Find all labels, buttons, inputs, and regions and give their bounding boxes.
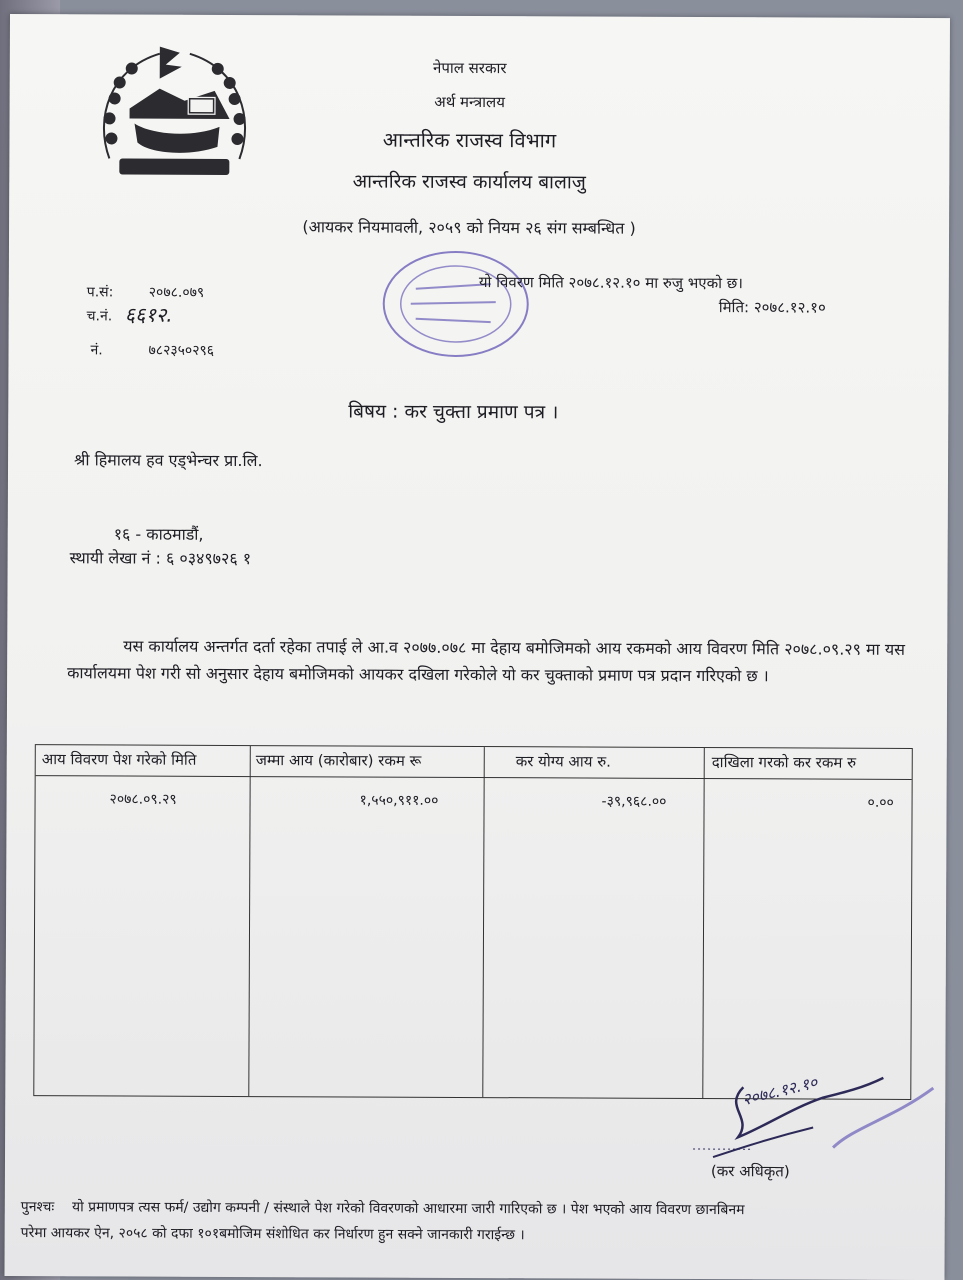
ministry-name: अर्थ मन्त्रालय — [434, 92, 506, 112]
subject-line: बिषय : कर चुक्ता प्रमाण पत्र । — [348, 400, 559, 424]
table-cell-date: २०७८.०९.२९ — [109, 791, 177, 808]
footer-text-1: यो प्रमाणपत्र त्यस फर्म/ उद्योग कम्पनी / संस्थाले पेश गरेको विवरणको आधारमा जारी गारिएको छ । पेश भएको आय विवरण छानबिनम — [71, 1199, 745, 1219]
footer-label: पुनश्चः — [20, 1199, 55, 1216]
footer-text-2: परेमा आयकर ऐन, २०५८ को दफा १०१बमोजिम संशोधित कर निर्धारण हुन सक्ने जानकारी गराईन्छ । — [20, 1225, 525, 1244]
chn-value: ६६१२. — [124, 302, 173, 327]
table-header-cell: आय विवरण पेश गरेको मिति — [41, 750, 197, 769]
n-label: नं. — [90, 342, 103, 359]
recipient-address: १६ - काठमाडौं, — [113, 524, 204, 544]
n-value: ७८२३५०२९६ — [148, 342, 215, 359]
ps-value: २०७८.०७९ — [148, 284, 205, 301]
issue-date: मिति: २०७८.१२.१० — [718, 298, 826, 317]
recipient-pan: स्थायी लेखा नं : ६ ०३४९७२६ १ — [69, 548, 252, 569]
office-stamp-icon — [370, 244, 541, 365]
table-cell-total-income: १,५५०,९११.०० — [359, 792, 439, 809]
tax-table — [33, 744, 913, 1100]
certificate-paper — [4, 14, 949, 1280]
signature-date: २०७८.१२.१० — [740, 1072, 820, 1110]
rule-note: (आयकर नियमावली, २०५९ को नियम २६ संग सम्बन्धित ) — [302, 217, 636, 238]
footer-note — [21, 1194, 921, 1250]
table-cell-tax-paid: ०.०० — [867, 794, 894, 811]
table-divider — [482, 747, 485, 1097]
gov-name: नेपाल सरकार — [432, 58, 507, 78]
table-header-cell: कर योग्य आय रु. — [515, 752, 612, 771]
table-divider — [702, 748, 705, 1098]
table-cell-taxable-income: -३९,९६८.०० — [601, 793, 667, 810]
ps-label: प.सं: — [86, 284, 114, 301]
submitted-note: यो विवरण मिति २०७८.१२.१० मा रुजु भएको छ। — [478, 273, 744, 293]
table-divider — [248, 746, 251, 1096]
recipient-name: श्री हिमालय हव एड्भेन्चर प्रा.लि. — [74, 450, 263, 471]
department-name: आन्तरिक राजस्व विभाग — [382, 127, 557, 153]
signatory-title: (कर अधिकृत) — [710, 1162, 790, 1181]
body-paragraph: यस कार्यालय अन्तर्गत दर्ता रहेका तपाई ले आ.व २०७७.०७८ मा देहाय बमोजिमको आय रकमको आय विवरण मिति २०७८.०९.२९ मा यस कार्यालयमा पेश गरी सो अनुसार देहाय बमोजिमको आयकर दखिला गरेकोले यो कर चुक्ताको प्रमाण पत्र प्रदान गरिएको छ । — [67, 636, 905, 686]
table-header-cell: दाखिला गरको कर रकम रु — [711, 753, 857, 772]
chn-label: च.नं. — [86, 308, 113, 325]
table-header-cell: जम्मा आय (कारोबार) रकम रू — [255, 751, 422, 770]
table-header-rule — [36, 775, 912, 780]
office-name: आन्तरिक राजस्व कार्यालय बालाजु — [352, 170, 586, 194]
